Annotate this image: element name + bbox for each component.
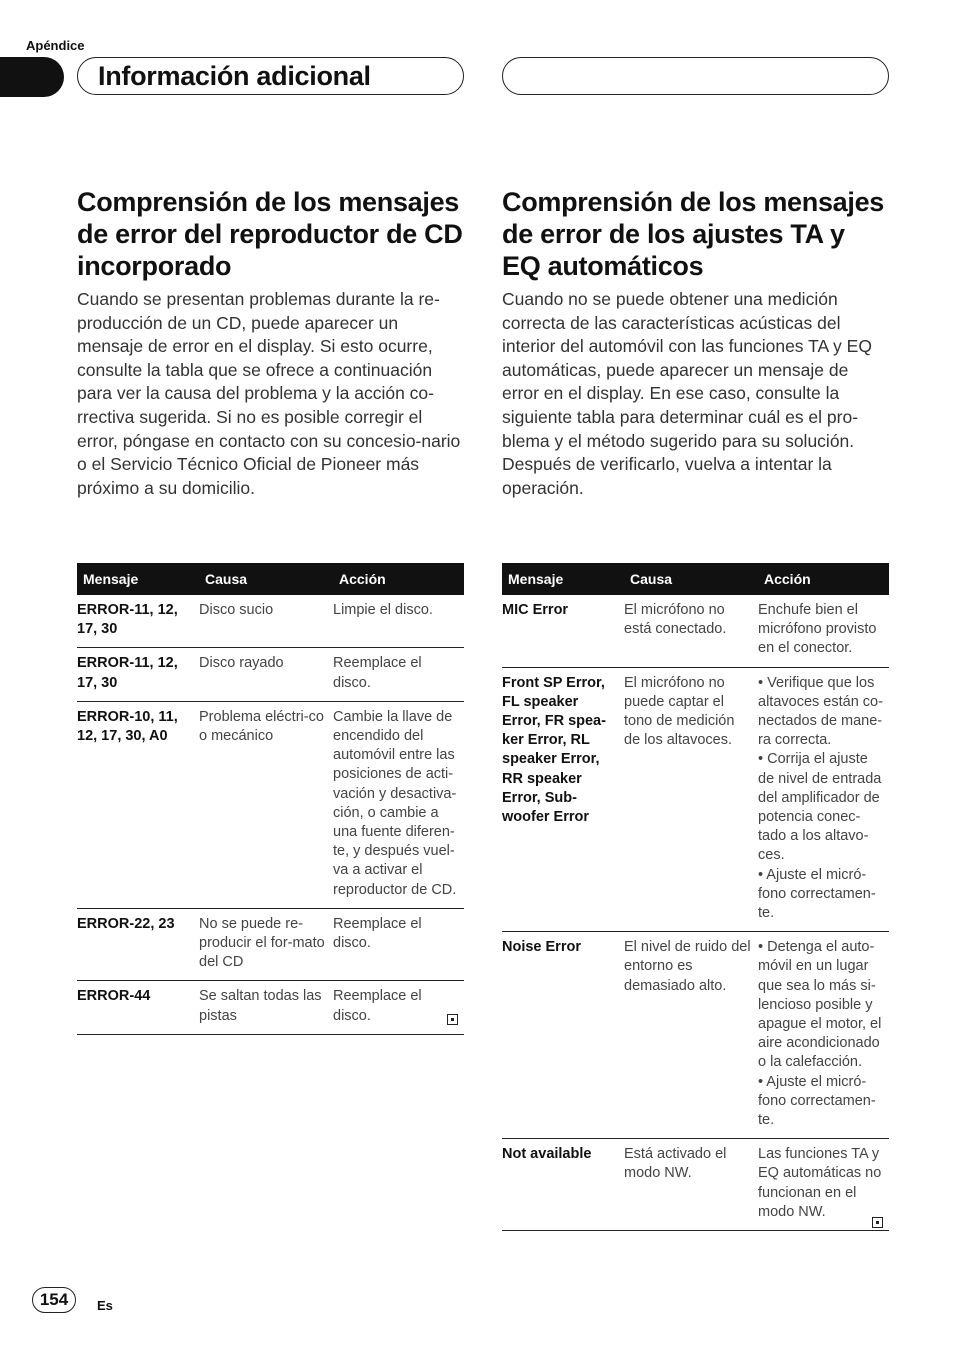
action-cell: Limpie el disco. xyxy=(333,595,464,648)
message-cell: Front SP Error, FL speaker Error, FR spea-ker Error, RL speaker Error, RR speaker Error, Sub-woofer Error xyxy=(502,667,624,932)
language-code: Es xyxy=(97,1298,113,1313)
table-row xyxy=(502,667,889,932)
table-row xyxy=(502,595,889,667)
right-column xyxy=(502,186,889,500)
page-number: 154 xyxy=(32,1287,76,1313)
cause-cell: El nivel de ruido del entorno es demasiado alto. xyxy=(624,932,758,1139)
action-cell: • Detenga el auto-móvil en un lugar que sea lo más si-lencioso posible y apague el motor, el aire acondicionado o la calefacción. • Ajuste el micró-fono correctamen-te. xyxy=(758,932,889,1139)
ta-eq-error-table xyxy=(502,563,889,1231)
end-of-section-icon xyxy=(872,1217,883,1228)
cause-cell: Está activado el modo NW. xyxy=(624,1139,758,1231)
action-cell: Reemplace el disco. xyxy=(333,981,464,1034)
action-cell: Enchufe bien el micrófono provisto en el conector. xyxy=(758,595,889,667)
table-row xyxy=(502,932,889,1139)
action-cell: • Verifique que los altavoces están co-nectados de mane-ra correcta. • Corrija el ajuste de nivel de entrada del amplificador de potencia conec-tado a los altavo-ces. • Ajuste el micró-fono correctamen-te. xyxy=(758,667,889,932)
table-row xyxy=(77,908,464,981)
cause-cell: Disco rayado xyxy=(199,648,333,701)
column-header: Acción xyxy=(758,563,889,595)
column-header: Causa xyxy=(199,563,333,595)
cause-cell: Disco sucio xyxy=(199,595,333,648)
table-row xyxy=(502,1139,889,1231)
cause-cell: Problema eléctri-co o mecánico xyxy=(199,701,333,908)
left-intro: Cuando se presentan problemas durante la re-producción de un CD, puede aparecer un mensaje de error en el display. Si esto ocurre, consulte la tabla que se ofrece a continuación para ver la causa del problema y la acción co-rrectiva sugerida. Si no es posible corregir el error, póngase en contacto con su concesio-nario o el Servicio Técnico Oficial de Pioneer más próximo a su domicilio. xyxy=(77,289,461,498)
message-cell: ERROR-11, 12, 17, 30 xyxy=(77,648,199,701)
right-intro: Cuando no se puede obtener una medición correcta de las características acústicas del interior del automóvil con las funciones TA y EQ automáticas, puede aparecer un mensaje de error en el display. En ese caso, consulte la siguiente tabla para determinar cuál es el pro-blema y el método sugerido para su solución. Después de verificarlo, vuelva a intentar la operación. xyxy=(502,289,872,498)
message-cell: ERROR-44 xyxy=(77,981,199,1034)
header-title-box xyxy=(77,57,464,95)
column-header: Acción xyxy=(333,563,464,595)
message-cell: ERROR-22, 23 xyxy=(77,908,199,981)
message-cell: ERROR-11, 12, 17, 30 xyxy=(77,595,199,648)
cause-cell: El micrófono no puede captar el tono de medición de los altavoces. xyxy=(624,667,758,932)
action-cell: Las funciones TA y EQ automáticas no funcionan en el modo NW. xyxy=(758,1139,889,1231)
cause-cell: El micrófono no está conectado. xyxy=(624,595,758,667)
table-row xyxy=(77,595,464,648)
left-heading: Comprensión de los mensajes de error del reproductor de CD incorporado xyxy=(77,187,463,281)
cause-cell: No se puede re-producir el for-mato del CD xyxy=(199,908,333,981)
cd-error-table xyxy=(77,563,464,1035)
table-header-row xyxy=(502,563,889,595)
column-header: Causa xyxy=(624,563,758,595)
column-header: Mensaje xyxy=(502,563,624,595)
action-cell: Reemplace el disco. xyxy=(333,908,464,981)
message-cell: ERROR-10, 11, 12, 17, 30, A0 xyxy=(77,701,199,908)
table-row xyxy=(77,648,464,701)
end-of-section-icon xyxy=(447,1014,458,1025)
header-empty-box xyxy=(502,57,889,95)
action-cell: Cambie la llave de encendido del automóvil entre las posiciones de acti-vación y desactiva-ción, o cambie a una fuente diferen-te, y después vuel-va a activar el reproductor de CD. xyxy=(333,701,464,908)
table-header-row xyxy=(77,563,464,595)
cause-cell: Se saltan todas las pistas xyxy=(199,981,333,1034)
right-heading: Comprensión de los mensajes de error de los ajustes TA y EQ automáticos xyxy=(502,187,885,281)
section-label: Apéndice xyxy=(26,38,85,53)
left-column xyxy=(77,186,464,500)
column-header: Mensaje xyxy=(77,563,199,595)
section-tab-marker xyxy=(0,57,64,97)
header-title: Información adicional xyxy=(98,61,371,91)
table-row xyxy=(77,981,464,1034)
message-cell: Not available xyxy=(502,1139,624,1231)
message-cell: MIC Error xyxy=(502,595,624,667)
message-cell: Noise Error xyxy=(502,932,624,1139)
table-row xyxy=(77,701,464,908)
action-cell: Reemplace el disco. xyxy=(333,648,464,701)
